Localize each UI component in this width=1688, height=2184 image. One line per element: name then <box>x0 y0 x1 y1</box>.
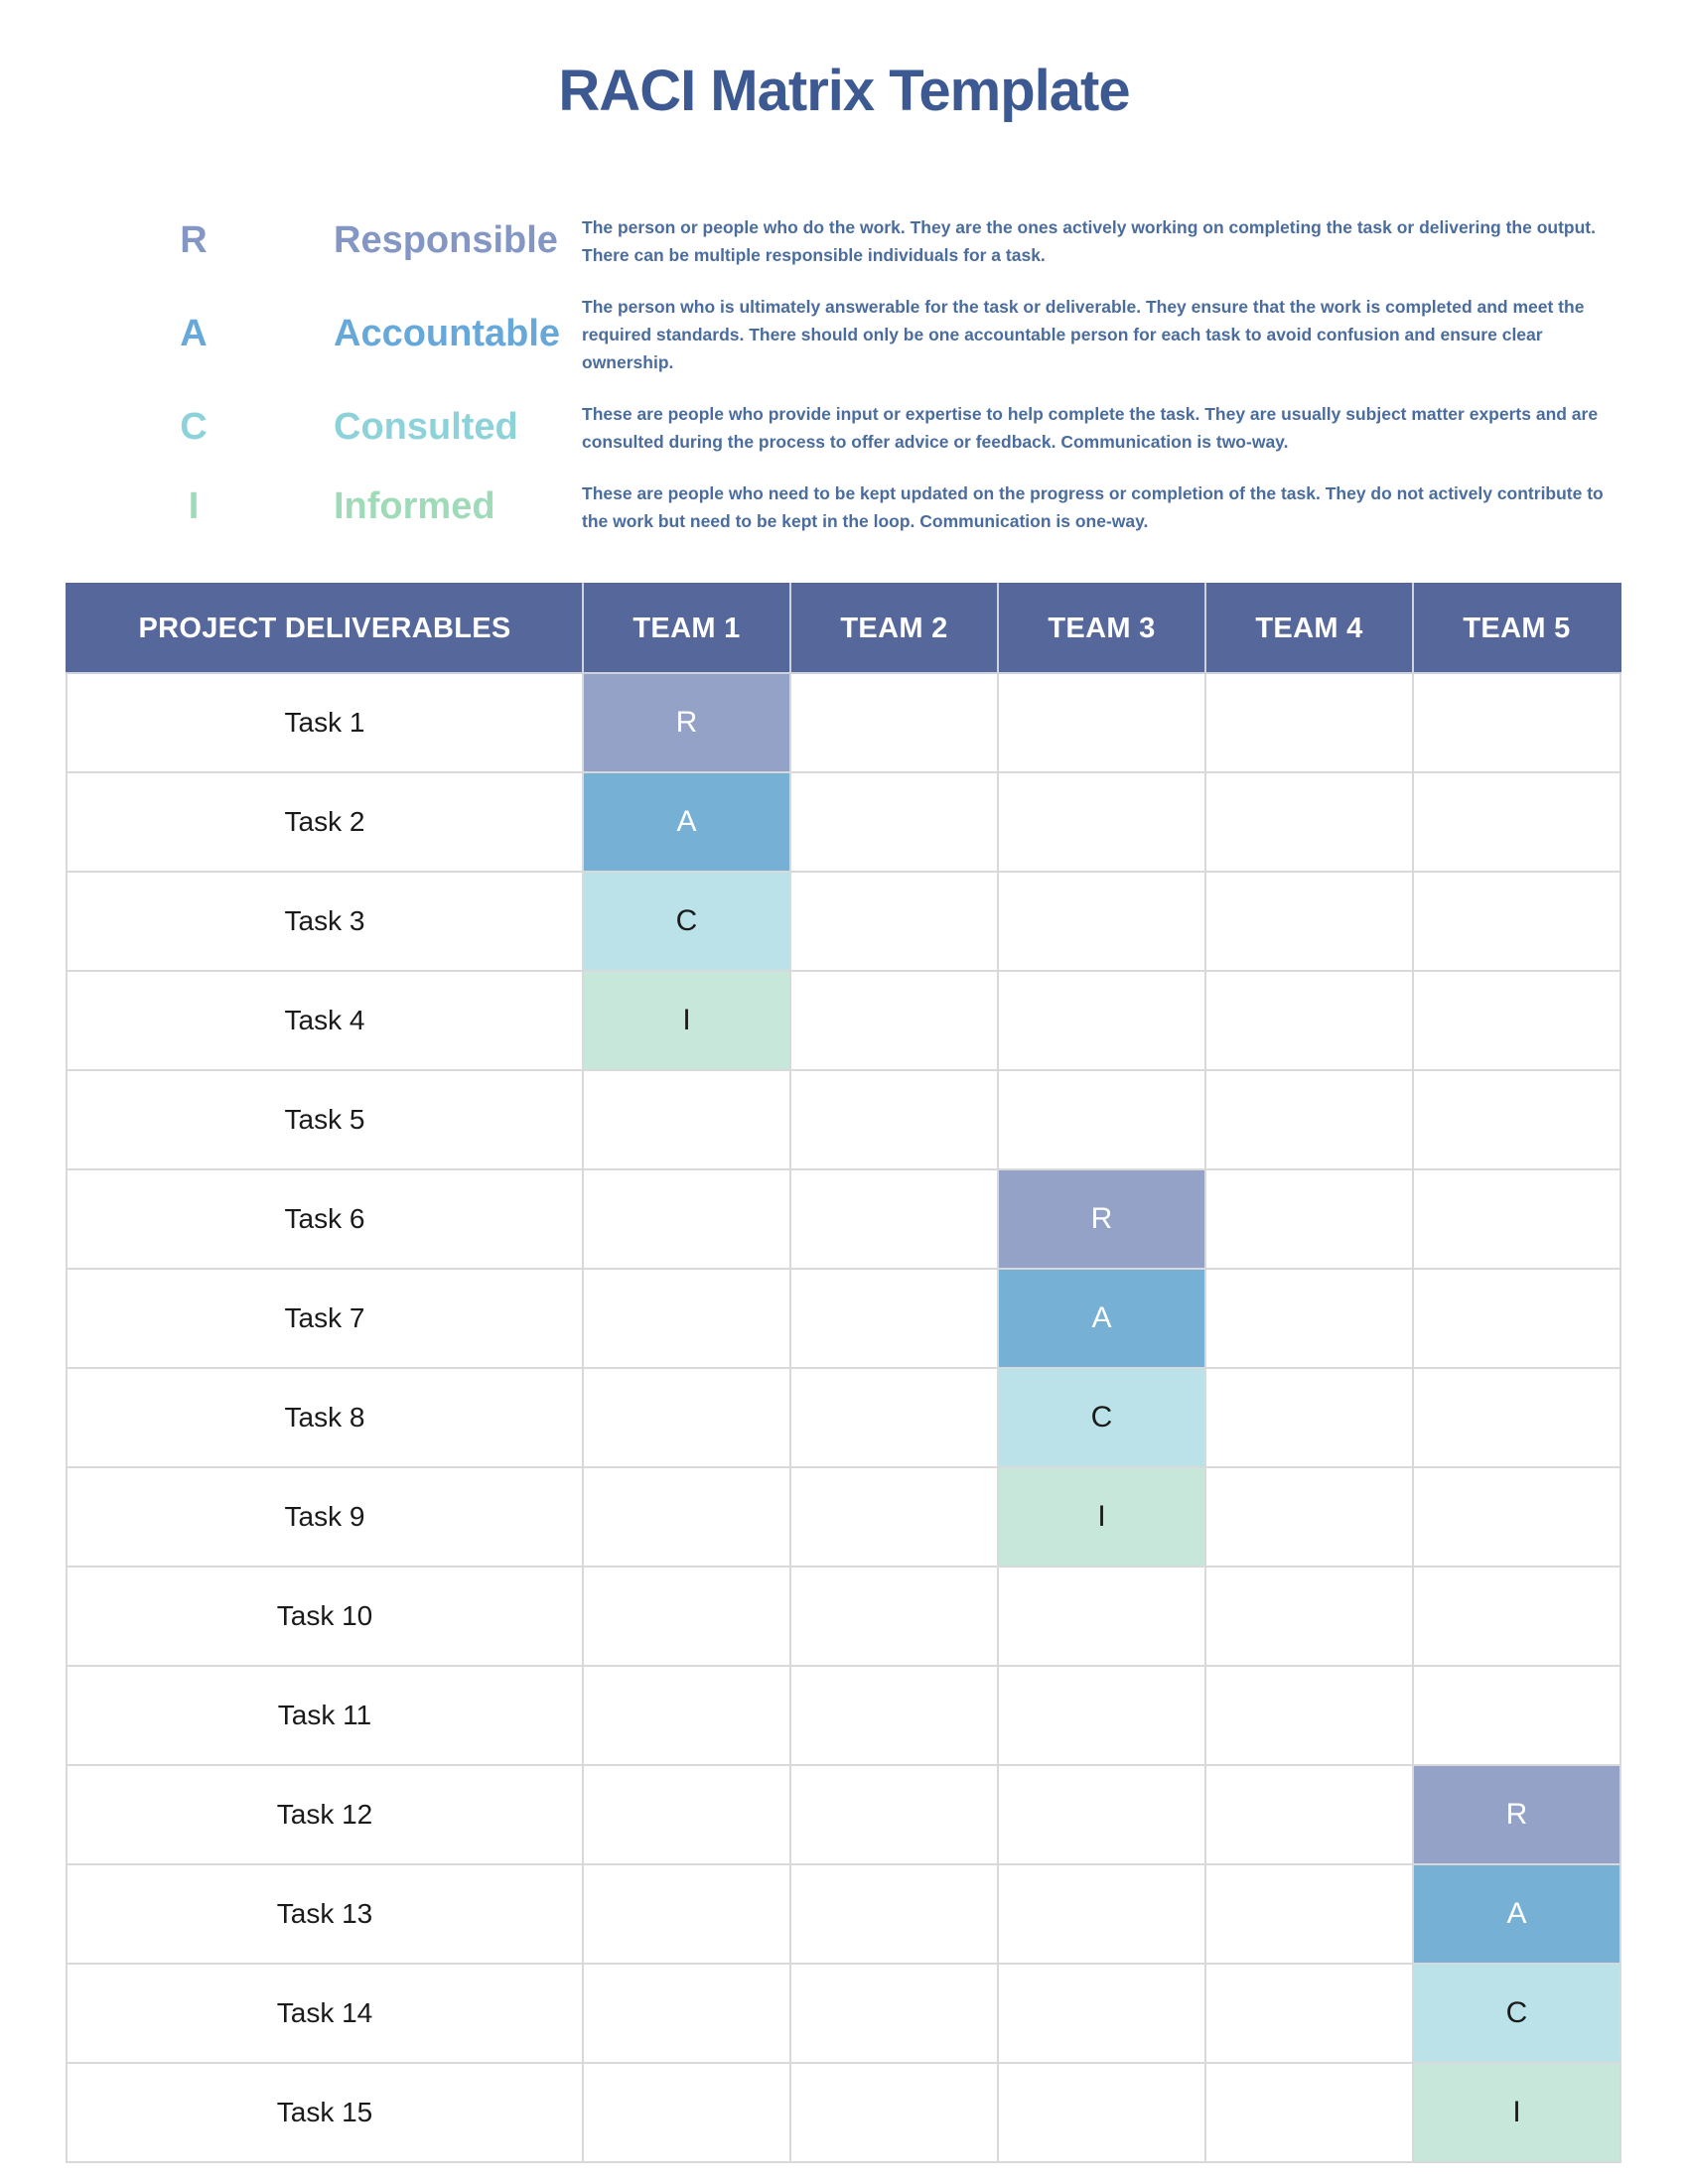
task-label-cell[interactable]: Task 2 <box>67 772 583 872</box>
legend-letter-r: R <box>180 219 208 262</box>
matrix-cell-team1-row5[interactable] <box>583 1070 790 1169</box>
matrix-cell-team2-row10[interactable] <box>790 1567 998 1666</box>
matrix-cell-team1-row7[interactable] <box>583 1269 790 1368</box>
table-row <box>67 772 1620 872</box>
matrix-cell-team3-row12[interactable] <box>998 1765 1205 1864</box>
matrix-cell-team2-row7[interactable] <box>790 1269 998 1368</box>
header-team-4: TEAM 4 <box>1205 584 1413 673</box>
matrix-cell-team5-row2[interactable] <box>1413 772 1620 872</box>
matrix-cell-team3-row13[interactable] <box>998 1864 1205 1964</box>
table-row <box>67 1467 1620 1567</box>
matrix-cell-team5-row15[interactable]: I <box>1413 2063 1620 2162</box>
table-row <box>67 1765 1620 1864</box>
table-row <box>67 673 1620 772</box>
matrix-cell-team5-row13[interactable]: A <box>1413 1864 1620 1964</box>
matrix-cell-team4-row1[interactable] <box>1205 673 1413 772</box>
matrix-cell-team5-row1[interactable] <box>1413 673 1620 772</box>
legend-row-consulted <box>129 400 1620 456</box>
matrix-cell-team3-row6[interactable]: R <box>998 1169 1205 1269</box>
matrix-cell-team2-row4[interactable] <box>790 971 998 1070</box>
matrix-cell-team1-row9[interactable] <box>583 1467 790 1567</box>
matrix-cell-team4-row6[interactable] <box>1205 1169 1413 1269</box>
matrix-cell-team4-row10[interactable] <box>1205 1567 1413 1666</box>
legend-row-responsible <box>129 213 1620 269</box>
task-label-cell[interactable]: Task 14 <box>67 1964 583 2063</box>
matrix-cell-team1-row4[interactable]: I <box>583 971 790 1070</box>
matrix-cell-team3-row5[interactable] <box>998 1070 1205 1169</box>
matrix-body <box>67 673 1620 2162</box>
matrix-cell-team4-row9[interactable] <box>1205 1467 1413 1567</box>
matrix-cell-team1-row15[interactable] <box>583 2063 790 2162</box>
matrix-cell-team2-row14[interactable] <box>790 1964 998 2063</box>
matrix-cell-team4-row7[interactable] <box>1205 1269 1413 1368</box>
table-header-row <box>67 584 1620 673</box>
header-team-5: TEAM 5 <box>1413 584 1620 673</box>
task-label-cell[interactable]: Task 3 <box>67 872 583 971</box>
matrix-cell-team2-row5[interactable] <box>790 1070 998 1169</box>
table-row <box>67 971 1620 1070</box>
matrix-cell-team2-row6[interactable] <box>790 1169 998 1269</box>
matrix-cell-team5-row7[interactable] <box>1413 1269 1620 1368</box>
task-label-cell[interactable]: Task 6 <box>67 1169 583 1269</box>
matrix-cell-team5-row11[interactable] <box>1413 1666 1620 1765</box>
matrix-cell-team1-row6[interactable] <box>583 1169 790 1269</box>
matrix-cell-team1-row11[interactable] <box>583 1666 790 1765</box>
matrix-cell-team5-row6[interactable] <box>1413 1169 1620 1269</box>
task-label-cell[interactable]: Task 11 <box>67 1666 583 1765</box>
matrix-cell-team4-row14[interactable] <box>1205 1964 1413 2063</box>
legend-name-consulted: Consulted <box>334 406 518 449</box>
table-row <box>67 1567 1620 1666</box>
matrix-cell-team4-row3[interactable] <box>1205 872 1413 971</box>
task-label-cell[interactable]: Task 15 <box>67 2063 583 2162</box>
table-row <box>67 1368 1620 1467</box>
task-label-cell[interactable]: Task 4 <box>67 971 583 1070</box>
legend-row-accountable <box>129 293 1620 376</box>
matrix-cell-team3-row7[interactable]: A <box>998 1269 1205 1368</box>
table-row <box>67 872 1620 971</box>
raci-matrix-table <box>66 583 1621 2163</box>
matrix-cell-team5-row8[interactable] <box>1413 1368 1620 1467</box>
matrix-cell-team1-row13[interactable] <box>583 1864 790 1964</box>
matrix-cell-team3-row8[interactable]: C <box>998 1368 1205 1467</box>
matrix-cell-team1-row14[interactable] <box>583 1964 790 2063</box>
legend-description-responsible: The person or people who do the work. They are the ones actively working on completing the task or delivering the output. There can be multiple responsible individuals for a task. <box>582 217 1596 265</box>
matrix-cell-team2-row12[interactable] <box>790 1765 998 1864</box>
matrix-cell-team4-row13[interactable] <box>1205 1864 1413 1964</box>
matrix-cell-team2-row9[interactable] <box>790 1467 998 1567</box>
matrix-cell-team5-row5[interactable] <box>1413 1070 1620 1169</box>
matrix-cell-team2-row1[interactable] <box>790 673 998 772</box>
task-label-cell[interactable]: Task 13 <box>67 1864 583 1964</box>
matrix-cell-team2-row13[interactable] <box>790 1864 998 1964</box>
legend-description-consulted: These are people who provide input or expertise to help complete the task. They are usually subject matter experts and are consulted during the process to offer advice or feedback. Communication is two-way. <box>582 404 1599 452</box>
task-label-cell[interactable]: Task 12 <box>67 1765 583 1864</box>
matrix-cell-team4-row8[interactable] <box>1205 1368 1413 1467</box>
matrix-cell-team2-row3[interactable] <box>790 872 998 971</box>
table-row <box>67 1269 1620 1368</box>
matrix-cell-team3-row9[interactable]: I <box>998 1467 1205 1567</box>
matrix-cell-team1-row8[interactable] <box>583 1368 790 1467</box>
matrix-cell-team5-row3[interactable] <box>1413 872 1620 971</box>
matrix-cell-team5-row12[interactable]: R <box>1413 1765 1620 1864</box>
matrix-cell-team4-row11[interactable] <box>1205 1666 1413 1765</box>
legend-name-informed: Informed <box>334 485 495 528</box>
matrix-cell-team3-row15[interactable] <box>998 2063 1205 2162</box>
legend-name-responsible: Responsible <box>334 219 558 262</box>
legend-letter-c: C <box>180 406 208 449</box>
legend-name-accountable: Accountable <box>334 313 561 355</box>
page-title: RACI Matrix Template <box>558 59 1130 123</box>
matrix-cell-team5-row14[interactable]: C <box>1413 1964 1620 2063</box>
matrix-cell-team4-row2[interactable] <box>1205 772 1413 872</box>
task-label-cell[interactable]: Task 8 <box>67 1368 583 1467</box>
matrix-cell-team4-row15[interactable] <box>1205 2063 1413 2162</box>
matrix-cell-team3-row4[interactable] <box>998 971 1205 1070</box>
matrix-cell-team2-row11[interactable] <box>790 1666 998 1765</box>
table-row <box>67 1864 1620 1964</box>
matrix-cell-team5-row9[interactable] <box>1413 1467 1620 1567</box>
table-row <box>67 1070 1620 1169</box>
matrix-cell-team2-row15[interactable] <box>790 2063 998 2162</box>
header-team-2: TEAM 2 <box>790 584 998 673</box>
matrix-cell-team3-row10[interactable] <box>998 1567 1205 1666</box>
task-label-cell[interactable]: Task 10 <box>67 1567 583 1666</box>
matrix-cell-team1-row12[interactable] <box>583 1765 790 1864</box>
legend-description-accountable: The person who is ultimately answerable for the task or deliverable. They ensure that the work is completed and meet the required standards. There should only be one accountable person for each task to avoid confusion and ensure clear ownership. <box>582 297 1585 372</box>
task-label-cell[interactable]: Task 9 <box>67 1467 583 1567</box>
matrix-cell-team3-row11[interactable] <box>998 1666 1205 1765</box>
legend-description-informed: These are people who need to be kept updated on the progress or completion of the task. They do not actively contribute to the work but need to be kept in the loop. Communication is one-way. <box>582 483 1604 531</box>
matrix-cell-team1-row1[interactable]: R <box>583 673 790 772</box>
matrix-cell-team4-row4[interactable] <box>1205 971 1413 1070</box>
matrix-cell-team5-row10[interactable] <box>1413 1567 1620 1666</box>
legend-row-informed <box>129 479 1620 535</box>
legend-letter-a: A <box>180 313 208 355</box>
matrix-cell-team1-row10[interactable] <box>583 1567 790 1666</box>
matrix-cell-team3-row14[interactable] <box>998 1964 1205 2063</box>
task-label-cell[interactable]: Task 1 <box>67 673 583 772</box>
matrix-cell-team2-row2[interactable] <box>790 772 998 872</box>
matrix-cell-team3-row2[interactable] <box>998 772 1205 872</box>
table-row <box>67 1666 1620 1765</box>
table-row <box>67 1964 1620 2063</box>
header-team-3: TEAM 3 <box>998 584 1205 673</box>
matrix-cell-team5-row4[interactable] <box>1413 971 1620 1070</box>
matrix-cell-team3-row1[interactable] <box>998 673 1205 772</box>
matrix-cell-team1-row2[interactable]: A <box>583 772 790 872</box>
task-label-cell[interactable]: Task 7 <box>67 1269 583 1368</box>
matrix-cell-team3-row3[interactable] <box>998 872 1205 971</box>
table-row <box>67 2063 1620 2162</box>
legend-letter-i: I <box>188 485 200 528</box>
matrix-cell-team4-row5[interactable] <box>1205 1070 1413 1169</box>
header-team-1: TEAM 1 <box>583 584 790 673</box>
header-project-deliverables: PROJECT DELIVERABLES <box>67 584 583 673</box>
matrix-cell-team1-row3[interactable]: C <box>583 872 790 971</box>
raci-legend <box>129 213 1620 535</box>
matrix-cell-team2-row8[interactable] <box>790 1368 998 1467</box>
matrix-cell-team4-row12[interactable] <box>1205 1765 1413 1864</box>
task-label-cell[interactable]: Task 5 <box>67 1070 583 1169</box>
table-row <box>67 1169 1620 1269</box>
